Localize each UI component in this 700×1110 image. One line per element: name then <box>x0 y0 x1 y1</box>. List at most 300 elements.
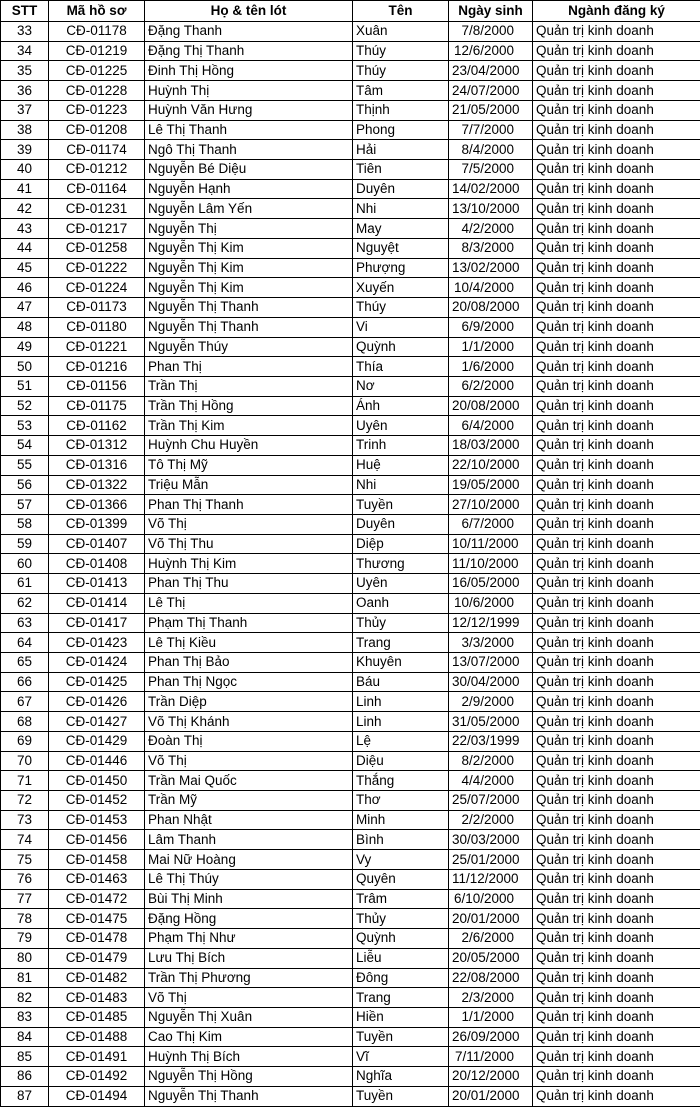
cell-given-name: Hải <box>353 140 449 160</box>
cell-stt: 44 <box>1 238 49 258</box>
cell-given-name: Quyên <box>353 869 449 889</box>
table-row <box>1 692 700 712</box>
cell-code: CĐ-01414 <box>49 593 145 613</box>
cell-code: CĐ-01175 <box>49 396 145 416</box>
cell-code: CĐ-01458 <box>49 850 145 870</box>
cell-major: Quản trị kinh doanh <box>533 238 700 258</box>
cell-birth-date: 7/5/2000 <box>449 160 533 180</box>
cell-family-middle-name: Phan Thị Bảo <box>145 653 353 673</box>
table-row <box>1 869 700 889</box>
cell-major: Quản trị kinh doanh <box>533 41 700 61</box>
table-row <box>1 1086 700 1106</box>
cell-major: Quản trị kinh doanh <box>533 120 700 140</box>
cell-stt: 59 <box>1 534 49 554</box>
cell-major: Quản trị kinh doanh <box>533 396 700 416</box>
cell-code: CĐ-01221 <box>49 337 145 357</box>
cell-birth-date: 23/04/2000 <box>449 61 533 81</box>
cell-major: Quản trị kinh doanh <box>533 100 700 120</box>
cell-family-middle-name: Đặng Thanh <box>145 22 353 42</box>
header-given-name: Tên <box>353 1 449 22</box>
table-row <box>1 22 700 42</box>
cell-stt: 85 <box>1 1047 49 1067</box>
cell-given-name: Thúy <box>353 298 449 318</box>
table-row <box>1 120 700 140</box>
cell-family-middle-name: Tô Thị Mỹ <box>145 455 353 475</box>
cell-family-middle-name: Huỳnh Thị <box>145 81 353 101</box>
table-row <box>1 672 700 692</box>
cell-major: Quản trị kinh doanh <box>533 791 700 811</box>
cell-code: CĐ-01407 <box>49 534 145 554</box>
cell-family-middle-name: Phạm Thị Thanh <box>145 613 353 633</box>
cell-given-name: Huệ <box>353 455 449 475</box>
cell-stt: 74 <box>1 830 49 850</box>
cell-stt: 75 <box>1 850 49 870</box>
cell-given-name: Nhi <box>353 475 449 495</box>
table-row <box>1 554 700 574</box>
cell-birth-date: 7/7/2000 <box>449 120 533 140</box>
cell-birth-date: 26/09/2000 <box>449 1027 533 1047</box>
cell-code: CĐ-01162 <box>49 416 145 436</box>
cell-stt: 37 <box>1 100 49 120</box>
cell-major: Quản trị kinh doanh <box>533 219 700 239</box>
cell-family-middle-name: Nguyễn Thị Kim <box>145 258 353 278</box>
cell-birth-date: 14/02/2000 <box>449 179 533 199</box>
cell-given-name: Lệ <box>353 731 449 751</box>
table-row <box>1 751 700 771</box>
cell-major: Quản trị kinh doanh <box>533 357 700 377</box>
cell-family-middle-name: Lê Thị <box>145 593 353 613</box>
cell-stt: 76 <box>1 869 49 889</box>
cell-major: Quản trị kinh doanh <box>533 968 700 988</box>
header-code: Mã hồ sơ <box>49 1 145 22</box>
table-row <box>1 514 700 534</box>
cell-given-name: Tiên <box>353 160 449 180</box>
table-row <box>1 278 700 298</box>
cell-given-name: Phượng <box>353 258 449 278</box>
cell-major: Quản trị kinh doanh <box>533 475 700 495</box>
cell-family-middle-name: Phan Thị Thanh <box>145 495 353 515</box>
cell-stt: 40 <box>1 160 49 180</box>
cell-family-middle-name: Lê Thị Kiều <box>145 633 353 653</box>
cell-given-name: Đông <box>353 968 449 988</box>
cell-stt: 38 <box>1 120 49 140</box>
cell-stt: 66 <box>1 672 49 692</box>
cell-code: CĐ-01174 <box>49 140 145 160</box>
cell-stt: 39 <box>1 140 49 160</box>
cell-code: CĐ-01453 <box>49 810 145 830</box>
cell-given-name: Trang <box>353 633 449 653</box>
cell-major: Quản trị kinh doanh <box>533 258 700 278</box>
cell-stt: 42 <box>1 199 49 219</box>
table-row <box>1 376 700 396</box>
table-row <box>1 1067 700 1087</box>
cell-major: Quản trị kinh doanh <box>533 160 700 180</box>
cell-birth-date: 6/4/2000 <box>449 416 533 436</box>
cell-major: Quản trị kinh doanh <box>533 298 700 318</box>
cell-stt: 68 <box>1 712 49 732</box>
cell-major: Quản trị kinh doanh <box>533 61 700 81</box>
cell-birth-date: 25/01/2000 <box>449 850 533 870</box>
cell-code: CĐ-01322 <box>49 475 145 495</box>
table-row <box>1 613 700 633</box>
cell-family-middle-name: Nguyễn Thị <box>145 219 353 239</box>
cell-stt: 86 <box>1 1067 49 1087</box>
table-row <box>1 41 700 61</box>
cell-family-middle-name: Đoàn Thị <box>145 731 353 751</box>
cell-birth-date: 20/12/2000 <box>449 1067 533 1087</box>
cell-birth-date: 6/10/2000 <box>449 889 533 909</box>
cell-birth-date: 6/2/2000 <box>449 376 533 396</box>
cell-major: Quản trị kinh doanh <box>533 179 700 199</box>
cell-given-name: Nhi <box>353 199 449 219</box>
cell-major: Quản trị kinh doanh <box>533 731 700 751</box>
cell-family-middle-name: Nguyễn Thị Xuân <box>145 1007 353 1027</box>
cell-stt: 36 <box>1 81 49 101</box>
cell-major: Quản trị kinh doanh <box>533 810 700 830</box>
cell-family-middle-name: Nguyễn Hạnh <box>145 179 353 199</box>
cell-given-name: Nơ <box>353 376 449 396</box>
table-row <box>1 219 700 239</box>
cell-code: CĐ-01446 <box>49 751 145 771</box>
cell-major: Quản trị kinh doanh <box>533 948 700 968</box>
cell-code: CĐ-01425 <box>49 672 145 692</box>
cell-code: CĐ-01423 <box>49 633 145 653</box>
cell-code: CĐ-01366 <box>49 495 145 515</box>
header-stt: STT <box>1 1 49 22</box>
cell-given-name: Duyên <box>353 514 449 534</box>
cell-birth-date: 13/10/2000 <box>449 199 533 219</box>
cell-birth-date: 7/8/2000 <box>449 22 533 42</box>
cell-birth-date: 18/03/2000 <box>449 436 533 456</box>
cell-birth-date: 19/05/2000 <box>449 475 533 495</box>
cell-major: Quản trị kinh doanh <box>533 1007 700 1027</box>
cell-birth-date: 1/1/2000 <box>449 1007 533 1027</box>
cell-stt: 80 <box>1 948 49 968</box>
cell-major: Quản trị kinh doanh <box>533 653 700 673</box>
header-major: Ngành đăng ký <box>533 1 700 22</box>
cell-stt: 50 <box>1 357 49 377</box>
cell-stt: 69 <box>1 731 49 751</box>
cell-family-middle-name: Đinh Thị Hồng <box>145 61 353 81</box>
header-family-middle-name: Họ & tên lót <box>145 1 353 22</box>
cell-birth-date: 2/3/2000 <box>449 988 533 1008</box>
table-body <box>1 22 700 1107</box>
cell-major: Quản trị kinh doanh <box>533 376 700 396</box>
cell-stt: 56 <box>1 475 49 495</box>
cell-given-name: Minh <box>353 810 449 830</box>
cell-major: Quản trị kinh doanh <box>533 988 700 1008</box>
cell-given-name: Trâm <box>353 889 449 909</box>
cell-family-middle-name: Võ Thị <box>145 988 353 1008</box>
cell-given-name: Quỳnh <box>353 929 449 949</box>
table-row <box>1 298 700 318</box>
cell-stt: 54 <box>1 436 49 456</box>
cell-major: Quản trị kinh doanh <box>533 633 700 653</box>
table-row <box>1 810 700 830</box>
cell-given-name: Xuân <box>353 22 449 42</box>
cell-code: CĐ-01463 <box>49 869 145 889</box>
table-row <box>1 771 700 791</box>
cell-birth-date: 21/05/2000 <box>449 100 533 120</box>
cell-stt: 73 <box>1 810 49 830</box>
table-row <box>1 258 700 278</box>
cell-given-name: Tuyền <box>353 1086 449 1106</box>
cell-major: Quản trị kinh doanh <box>533 574 700 594</box>
table-row <box>1 909 700 929</box>
cell-major: Quản trị kinh doanh <box>533 514 700 534</box>
cell-code: CĐ-01450 <box>49 771 145 791</box>
table-row <box>1 1027 700 1047</box>
cell-code: CĐ-01223 <box>49 100 145 120</box>
cell-major: Quản trị kinh doanh <box>533 850 700 870</box>
cell-family-middle-name: Nguyễn Lâm Yến <box>145 199 353 219</box>
cell-stt: 83 <box>1 1007 49 1027</box>
cell-stt: 46 <box>1 278 49 298</box>
cell-birth-date: 10/6/2000 <box>449 593 533 613</box>
cell-code: CĐ-01228 <box>49 81 145 101</box>
cell-stt: 58 <box>1 514 49 534</box>
cell-major: Quản trị kinh doanh <box>533 771 700 791</box>
cell-family-middle-name: Phan Nhật <box>145 810 353 830</box>
cell-family-middle-name: Trần Thị Phương <box>145 968 353 988</box>
header-birth-date: Ngày sinh <box>449 1 533 22</box>
table-row <box>1 140 700 160</box>
cell-given-name: Trang <box>353 988 449 1008</box>
cell-given-name: Nghĩa <box>353 1067 449 1087</box>
cell-birth-date: 4/4/2000 <box>449 771 533 791</box>
table-row <box>1 830 700 850</box>
cell-major: Quản trị kinh doanh <box>533 712 700 732</box>
cell-code: CĐ-01156 <box>49 376 145 396</box>
cell-family-middle-name: Ngô Thị Thanh <box>145 140 353 160</box>
table-row <box>1 593 700 613</box>
cell-family-middle-name: Lê Thị Thúy <box>145 869 353 889</box>
cell-code: CĐ-01482 <box>49 968 145 988</box>
cell-given-name: Thơ <box>353 791 449 811</box>
cell-major: Quản trị kinh doanh <box>533 869 700 889</box>
cell-family-middle-name: Nguyễn Thị Thanh <box>145 298 353 318</box>
cell-major: Quản trị kinh doanh <box>533 534 700 554</box>
cell-stt: 77 <box>1 889 49 909</box>
cell-stt: 63 <box>1 613 49 633</box>
cell-code: CĐ-01456 <box>49 830 145 850</box>
cell-stt: 84 <box>1 1027 49 1047</box>
cell-family-middle-name: Cao Thị Kim <box>145 1027 353 1047</box>
cell-birth-date: 22/08/2000 <box>449 968 533 988</box>
table-row <box>1 653 700 673</box>
table-row <box>1 416 700 436</box>
cell-stt: 41 <box>1 179 49 199</box>
table-header <box>1 1 700 22</box>
cell-family-middle-name: Lưu Thị Bích <box>145 948 353 968</box>
cell-code: CĐ-01479 <box>49 948 145 968</box>
cell-major: Quản trị kinh doanh <box>533 929 700 949</box>
cell-given-name: Thủy <box>353 613 449 633</box>
cell-birth-date: 13/07/2000 <box>449 653 533 673</box>
cell-major: Quản trị kinh doanh <box>533 692 700 712</box>
cell-family-middle-name: Nguyễn Thị Thanh <box>145 317 353 337</box>
cell-given-name: Uyên <box>353 574 449 594</box>
cell-given-name: Diệp <box>353 534 449 554</box>
cell-family-middle-name: Trần Thị Hồng <box>145 396 353 416</box>
cell-given-name: Thắng <box>353 771 449 791</box>
cell-stt: 51 <box>1 376 49 396</box>
cell-family-middle-name: Mai Nữ Hoàng <box>145 850 353 870</box>
cell-birth-date: 20/01/2000 <box>449 909 533 929</box>
table-row <box>1 160 700 180</box>
cell-stt: 55 <box>1 455 49 475</box>
cell-given-name: Diệu <box>353 751 449 771</box>
cell-major: Quản trị kinh doanh <box>533 317 700 337</box>
cell-code: CĐ-01316 <box>49 455 145 475</box>
cell-major: Quản trị kinh doanh <box>533 1027 700 1047</box>
cell-major: Quản trị kinh doanh <box>533 1067 700 1087</box>
cell-birth-date: 2/9/2000 <box>449 692 533 712</box>
cell-birth-date: 2/6/2000 <box>449 929 533 949</box>
cell-birth-date: 31/05/2000 <box>449 712 533 732</box>
table-row <box>1 948 700 968</box>
table-row <box>1 337 700 357</box>
table-row <box>1 791 700 811</box>
table-row <box>1 850 700 870</box>
cell-code: CĐ-01208 <box>49 120 145 140</box>
cell-given-name: Oanh <box>353 593 449 613</box>
cell-birth-date: 8/2/2000 <box>449 751 533 771</box>
cell-code: CĐ-01417 <box>49 613 145 633</box>
cell-birth-date: 12/12/1999 <box>449 613 533 633</box>
cell-given-name: Duyên <box>353 179 449 199</box>
table-row <box>1 81 700 101</box>
cell-stt: 60 <box>1 554 49 574</box>
table-row <box>1 100 700 120</box>
cell-stt: 82 <box>1 988 49 1008</box>
cell-code: CĐ-01258 <box>49 238 145 258</box>
cell-family-middle-name: Bùi Thị Minh <box>145 889 353 909</box>
cell-major: Quản trị kinh doanh <box>533 416 700 436</box>
cell-stt: 48 <box>1 317 49 337</box>
cell-major: Quản trị kinh doanh <box>533 199 700 219</box>
table-row <box>1 731 700 751</box>
cell-birth-date: 6/9/2000 <box>449 317 533 337</box>
cell-family-middle-name: Võ Thị Thu <box>145 534 353 554</box>
cell-major: Quản trị kinh doanh <box>533 278 700 298</box>
cell-major: Quản trị kinh doanh <box>533 889 700 909</box>
cell-code: CĐ-01475 <box>49 909 145 929</box>
header-row <box>1 1 700 22</box>
cell-stt: 81 <box>1 968 49 988</box>
table-row <box>1 889 700 909</box>
cell-given-name: Bình <box>353 830 449 850</box>
table-row <box>1 1047 700 1067</box>
cell-stt: 47 <box>1 298 49 318</box>
cell-family-middle-name: Trần Mỹ <box>145 791 353 811</box>
cell-family-middle-name: Huỳnh Chu Huyền <box>145 436 353 456</box>
cell-major: Quản trị kinh doanh <box>533 909 700 929</box>
cell-stt: 72 <box>1 791 49 811</box>
cell-stt: 43 <box>1 219 49 239</box>
cell-given-name: Phong <box>353 120 449 140</box>
cell-code: CĐ-01225 <box>49 61 145 81</box>
table-row <box>1 357 700 377</box>
cell-stt: 79 <box>1 929 49 949</box>
cell-major: Quản trị kinh doanh <box>533 337 700 357</box>
cell-family-middle-name: Nguyễn Thị Kim <box>145 278 353 298</box>
cell-family-middle-name: Huỳnh Văn Hưng <box>145 100 353 120</box>
cell-birth-date: 7/11/2000 <box>449 1047 533 1067</box>
cell-given-name: Hiền <box>353 1007 449 1027</box>
cell-given-name: Tâm <box>353 81 449 101</box>
cell-family-middle-name: Lâm Thanh <box>145 830 353 850</box>
cell-major: Quản trị kinh doanh <box>533 81 700 101</box>
cell-birth-date: 10/4/2000 <box>449 278 533 298</box>
cell-major: Quản trị kinh doanh <box>533 455 700 475</box>
cell-stt: 45 <box>1 258 49 278</box>
cell-birth-date: 30/04/2000 <box>449 672 533 692</box>
cell-code: CĐ-01427 <box>49 712 145 732</box>
cell-birth-date: 27/10/2000 <box>449 495 533 515</box>
cell-given-name: Tuyền <box>353 495 449 515</box>
cell-given-name: Thía <box>353 357 449 377</box>
cell-code: CĐ-01478 <box>49 929 145 949</box>
cell-given-name: Linh <box>353 712 449 732</box>
cell-given-name: Quỳnh <box>353 337 449 357</box>
cell-birth-date: 1/6/2000 <box>449 357 533 377</box>
cell-code: CĐ-01488 <box>49 1027 145 1047</box>
cell-code: CĐ-01178 <box>49 22 145 42</box>
cell-birth-date: 8/3/2000 <box>449 238 533 258</box>
cell-stt: 53 <box>1 416 49 436</box>
cell-stt: 87 <box>1 1086 49 1106</box>
cell-family-middle-name: Nguyễn Bé Diệu <box>145 160 353 180</box>
cell-code: CĐ-01452 <box>49 791 145 811</box>
cell-birth-date: 20/01/2000 <box>449 1086 533 1106</box>
cell-birth-date: 25/07/2000 <box>449 791 533 811</box>
cell-given-name: Thịnh <box>353 100 449 120</box>
cell-birth-date: 22/03/1999 <box>449 731 533 751</box>
cell-given-name: Thúy <box>353 41 449 61</box>
table-row <box>1 179 700 199</box>
cell-code: CĐ-01492 <box>49 1067 145 1087</box>
table-row <box>1 396 700 416</box>
cell-stt: 35 <box>1 61 49 81</box>
table-row <box>1 475 700 495</box>
cell-stt: 61 <box>1 574 49 594</box>
cell-family-middle-name: Triệu Mẫn <box>145 475 353 495</box>
cell-family-middle-name: Đặng Thị Thanh <box>145 41 353 61</box>
cell-family-middle-name: Võ Thị <box>145 751 353 771</box>
cell-family-middle-name: Nguyễn Thị Thanh <box>145 1086 353 1106</box>
cell-stt: 33 <box>1 22 49 42</box>
table-row <box>1 61 700 81</box>
cell-family-middle-name: Trần Diệp <box>145 692 353 712</box>
table-row <box>1 495 700 515</box>
table-row <box>1 633 700 653</box>
cell-code: CĐ-01224 <box>49 278 145 298</box>
cell-birth-date: 12/6/2000 <box>449 41 533 61</box>
cell-given-name: Thúy <box>353 61 449 81</box>
cell-family-middle-name: Lê Thị Thanh <box>145 120 353 140</box>
cell-code: CĐ-01216 <box>49 357 145 377</box>
cell-code: CĐ-01408 <box>49 554 145 574</box>
table-row <box>1 712 700 732</box>
cell-birth-date: 20/08/2000 <box>449 298 533 318</box>
cell-code: CĐ-01164 <box>49 179 145 199</box>
cell-stt: 52 <box>1 396 49 416</box>
cell-birth-date: 16/05/2000 <box>449 574 533 594</box>
cell-family-middle-name: Võ Thị <box>145 514 353 534</box>
cell-code: CĐ-01312 <box>49 436 145 456</box>
cell-family-middle-name: Trần Thị <box>145 376 353 396</box>
